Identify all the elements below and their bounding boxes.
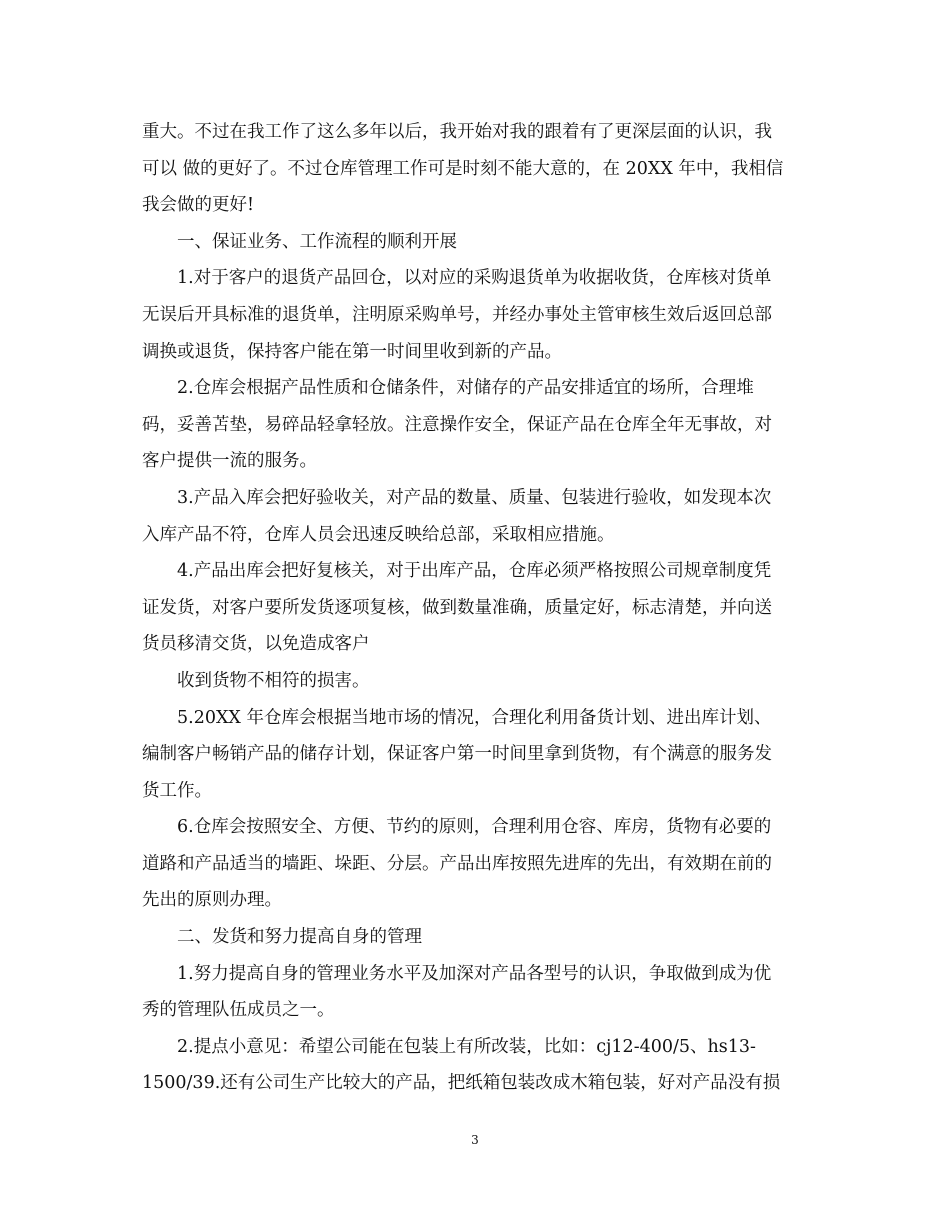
text-line: 入库产品不符，仓库人员会迅速反映给总部，采取相应措施。 xyxy=(142,524,615,545)
text-line: 调换或退货，保持客户能在第一时间里收到新的产品。 xyxy=(142,341,562,362)
text-line: 证发货，对客户要所发货逐项复核，做到数量准确，质量定好，标志清楚，并向送 xyxy=(142,597,772,618)
text-line: 可以 做的更好了。不过仓库管理工作可是时刻不能大意的，在 20XX 年中，我相信 xyxy=(142,158,784,179)
text-line: 货工作。 xyxy=(142,780,212,801)
text-line: 1.对于客户的退货产品回仓，以对应的采购退货单为收据收货，仓库核对货单 xyxy=(177,268,772,289)
text-line: 秀的管理队伍成员之一。 xyxy=(142,1000,335,1021)
page-number: 3 xyxy=(471,1133,479,1147)
text-line: 4.产品出库会把好复核关，对于出库产品，仓库必须严格按照公司规章制度凭 xyxy=(177,561,772,582)
text-line: 货员移清交货，以免造成客户 xyxy=(142,634,370,655)
text-line: 2.仓库会根据产品性质和仓储条件，对储存的产品安排适宜的场所，合理堆 xyxy=(177,378,754,399)
text-line: 1500/39.还有公司生产比较大的产品，把纸箱包装改成木箱包装，好对产品没有损 xyxy=(142,1073,781,1094)
text-line: 道路和产品适当的墙距、垛距、分层。产品出库按照先进库的先出，有效期在前的 xyxy=(142,853,772,874)
text-line: 2.提点小意见：希望公司能在包装上有所改装，比如：cj12-400/5、hs13- xyxy=(177,1036,756,1057)
text-line: 3.产品入库会把好验收关，对产品的数量、质量、包装进行验收，如发现本次 xyxy=(177,487,772,508)
text-line: 1.努力提高自身的管理业务水平及加深对产品各型号的认识，争取做到成为优 xyxy=(177,963,772,984)
text-line: 重大。不过在我工作了这么多年以后，我开始对我的跟着有了更深层面的认识，我 xyxy=(142,122,772,142)
document-body xyxy=(142,114,812,1102)
text-line: 5.20XX 年仓库会根据当地市场的情况，合理化利用备货计划、进出库计划、 xyxy=(177,707,772,728)
text-line: 我会做的更好! xyxy=(142,195,255,216)
text-line: 无误后开具标准的退货单，注明原采购单号，并经办事处主管审核生效后返回总部 xyxy=(142,304,772,325)
text-line: 码，妥善苫垫，易碎品轻拿轻放。注意操作安全，保证产品在仓库全年无事故，对 xyxy=(142,414,772,435)
text-line: 收到货物不相符的损害。 xyxy=(177,670,370,691)
text-line: 先出的原则办理。 xyxy=(142,890,282,911)
text-line: 二、发货和努力提高自身的管理 xyxy=(177,927,422,948)
text-line: 编制客户畅销产品的储存计划，保证客户第一时间里拿到货物，有个满意的服务发 xyxy=(142,744,772,765)
text-line: 客户提供一流的服务。 xyxy=(142,451,317,472)
text-line: 一、保证业务、工作流程的顺利开展 xyxy=(177,231,457,252)
text-line: 6.仓库会按照安全、方便、节约的原则，合理利用仓容、库房，货物有必要的 xyxy=(177,817,772,838)
